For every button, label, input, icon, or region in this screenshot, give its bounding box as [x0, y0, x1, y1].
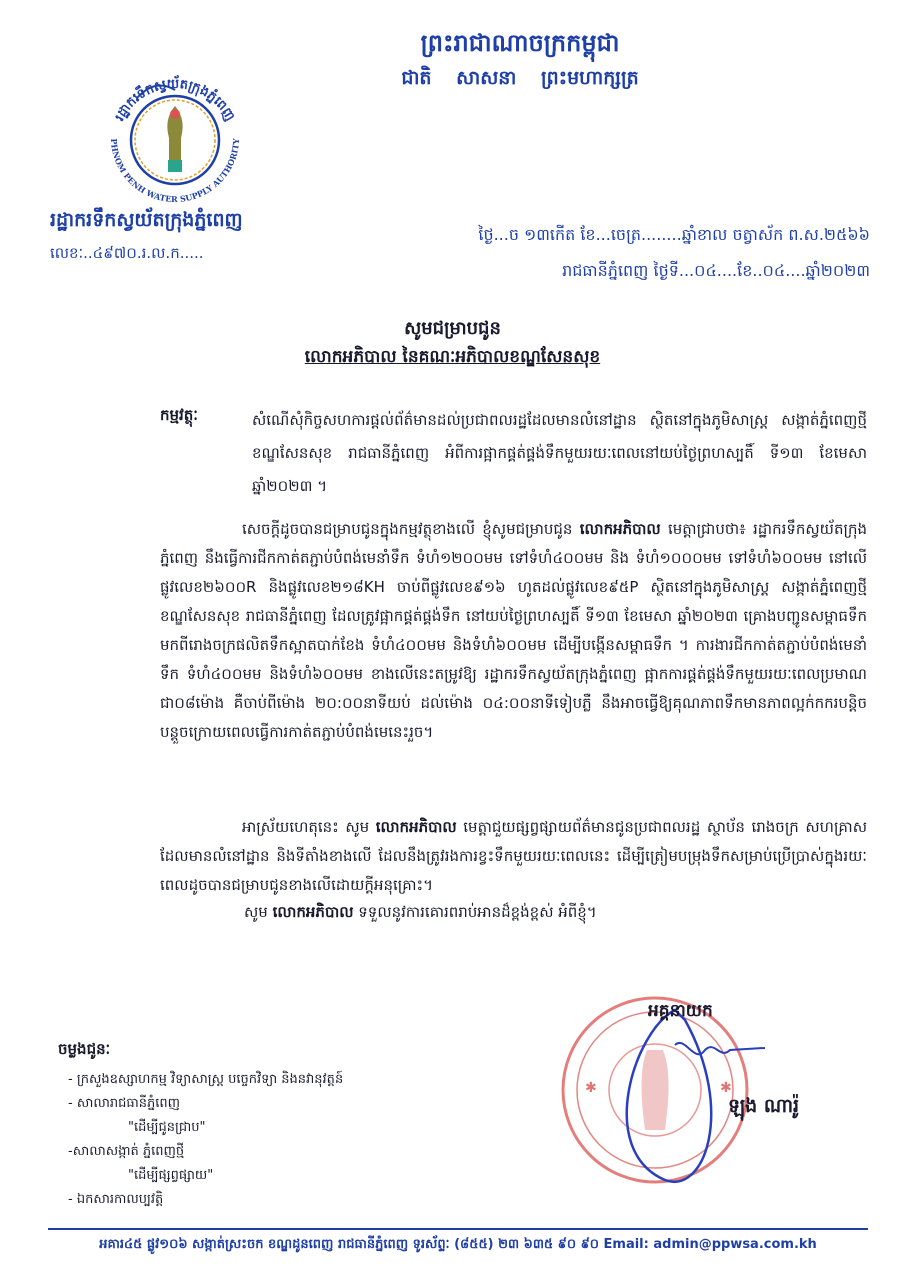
logo-english-text: PHNOM PENH WATER SUPPLY AUTHORITY	[108, 138, 242, 205]
logo-khmer-text: រដ្ឋាករទឹកស្វយ័តក្រុងភ្នំពេញ	[112, 76, 238, 124]
kingdom-heading: ព្រះរាជាណាចក្រកម្ពុជា	[420, 29, 620, 57]
cc-item: - ឯកសារកាលប្បវត្តិ	[68, 1192, 164, 1207]
closing-line	[244, 903, 597, 925]
solar-date: រាជធានីភ្នំពេញ ថ្ងៃទី...០៤....ខែ..០៤....ឆ្នាំ២០២៣	[562, 261, 870, 280]
cc-item: - ក្រសួងឧស្សាហកម្ម វិទ្យាសាស្ត្រ បច្ចេកវិទ្យា និងនវានុវត្តន៍	[68, 1072, 344, 1087]
footer-contact: អគារ៤៥ ផ្លូវ១០៦ សង្កាត់ស្រះចក ខណ្ឌដូនពេញ រាជធានីភ្នំពេញ ទូរស័ព្ទៈ (៨៥៥) ២៣ ៦៣៥ ៩០ ៩០ Email: admin@ppwsa.com.kh	[99, 1237, 817, 1252]
p1-text-b: មេត្តាជ្រាបថា៖ រដ្ឋាករទឹកស្វយ័តក្រុងភ្នំពេញ នឹងធ្វើការជីកកាត់តភ្ជាប់បំពង់មេនាំទឹក ទំហំ១២០០មម ទៅទំហំ៤០០មម និង ទំហំ១០០០មម ទៅទំហំ៦០០មម នៅលើផ្លូវលេខ២៦០០R និងផ្លូវលេខ២១៨KH ចាប់ពីផ្លូវលេខ៩១៦ ហូតដល់ផ្លូវលេខ៩៥P ស្ថិតនៅក្នុងភូមិសាស្ត្រ សង្កាត់ភ្នំពេញថ្មី ខណ្ឌសែនសុខ រាជធានីភ្នំពេញ ដែលត្រូវផ្អាកផ្គត់ផ្គង់ទឹក នៅយប់ថ្ងៃព្រហស្បតិ៍ ទី១៣ ខែមេសា ឆ្នាំ២០២៣ គ្រោងបញ្ជូនសម្ពាធទឹកមកពីរោងចក្រផលិតទឹកស្អាតបាក់ខែង ទំហំ៤០០មម និងទំហំ៦០០មម ដើម្បីបង្កើនសម្ពាធទឹក ។ ការងារជីកកាត់តភ្ជាប់បំពង់មេនាំទឹក ទំហំ៤០០មម និងទំហំ៦០០មម ខាងលើនេះតម្រូវឱ្យ រដ្ឋាករទឹកស្វយ័តក្រុងភ្នំពេញ ផ្អាកការផ្គត់ផ្គង់ទឹកមួយរយៈពេលប្រមាណជា០៨ម៉ោង គឺចាប់ពីម៉ោង ២០:០០នាទីយប់ ដល់ម៉ោង ០៤:០០នាទីទៀបភ្លឺ នឹងអាចធ្វើឱ្យគុណភាពទឹកមានភាពល្អក់កករបន្តិចបន្តួចក្រោយពេលធ្វើការកាត់តភ្ជាប់បំពង់មេនេះរួច។	[160, 520, 867, 741]
logo-emblem-icon	[85, 68, 265, 208]
svg-text:✱: ✱	[720, 1080, 732, 1096]
footer-divider	[48, 1228, 868, 1230]
body-paragraph-2	[160, 813, 867, 900]
svg-text:✱: ✱	[585, 1080, 597, 1096]
reference-number: លេខៈ..៤៩៧០.រ.ល.ក.....	[50, 244, 204, 262]
p2-text-b: មេត្តាជួយផ្សព្វផ្សាយព័ត៌មានជូនប្រជាពលរដ្ឋ ស្ថាប័ន រោងចក្រ សហគ្រាស ដែលមានលំនៅដ្ឋាន និងទីតាំងខាងលើ ដែលនឹងត្រូវរងការខ្វះទឹកមួយរយៈពេលនេះ ដើម្បីត្រៀមបម្រុងទឹកសម្រាប់ប្រើប្រាស់ក្នុងរយៈពេលដូចបានជម្រាបជូនខាងលើដោយក្តីអនុគ្រោះ។	[160, 818, 867, 894]
recipient: លោកអភិបាល នៃគណៈអភិបាលខណ្ឌសែនសុខ	[304, 347, 601, 367]
subject-label: កម្មវត្ថុៈ	[160, 406, 198, 424]
p3-text-b: ទទួលនូវការគោរពរាប់អានដ៏ខ្ពង់ខ្ពស់ អំពីខ្ញុំ។	[353, 903, 597, 921]
cc-item-note: "ដើម្បីជូនជ្រាប"	[128, 1120, 206, 1135]
p2-text-a: អាស្រ័យហេតុនេះ សូម	[242, 818, 376, 836]
p1-text-a: សេចក្តីដូចបានជម្រាបជូនក្នុងកម្មវត្ថុខាងលើ ខ្ញុំសូមជម្រាបជូន	[242, 520, 580, 538]
signer-title: អគ្គនាយក	[648, 1001, 713, 1021]
subject-text: សំណើសុំកិច្ចសហការផ្តល់ព័ត៌មានដល់ប្រជាពលរដ្ឋដែលមានលំនៅដ្ឋាន ស្ថិតនៅក្នុងភូមិសាស្ត្រ សង្កាត់ភ្នំពេញថ្មី ខណ្ឌសែនសុខ រាជធានីភ្នំពេញ អំពីការផ្អាកផ្គត់ផ្គង់ទឹកមួយរយៈពេលនៅយប់ថ្ងៃព្រហស្បតិ៍ ទី១៣ ខែមេសា ឆ្នាំ២០២៣ ។	[252, 411, 867, 495]
national-motto: ជាតិ សាសនា ព្រះមហាក្សត្រ	[401, 67, 639, 89]
cc-item-note: "ដើម្បីផ្សព្វផ្សាយ"	[128, 1168, 214, 1183]
cc-title: ចម្លងជូនៈ	[58, 1040, 111, 1058]
p2-recipient-bold: លោកអភិបាល	[375, 818, 457, 836]
body-paragraph-1	[160, 515, 867, 747]
lunar-date: ថ្ងៃ...ច ១៣កើត ខែ...ចេត្រ........ឆ្នាំខាល ចត្វាស័ក ព.ស.២៥៦៦	[478, 225, 870, 244]
p3-text-a: សូម	[244, 903, 273, 921]
cc-item: -សាលាសង្កាត់ ភ្នំពេញថ្មី	[68, 1144, 185, 1159]
signer-name: ឡុង ណារ៉ូ	[728, 1095, 800, 1117]
sender-organization: រដ្ឋាករទឹកស្វយ័តក្រុងភ្នំពេញ	[50, 209, 243, 231]
p3-recipient-bold: លោកអភិបាល	[272, 903, 354, 921]
p1-recipient-bold: លោកអភិបាល	[579, 520, 661, 538]
salutation: សូមជម្រាបជូន	[404, 318, 501, 339]
ppwsa-logo	[85, 68, 265, 208]
cc-item: - សាលារាជធានីភ្នំពេញ	[68, 1096, 180, 1111]
cc-list	[68, 1068, 448, 1212]
